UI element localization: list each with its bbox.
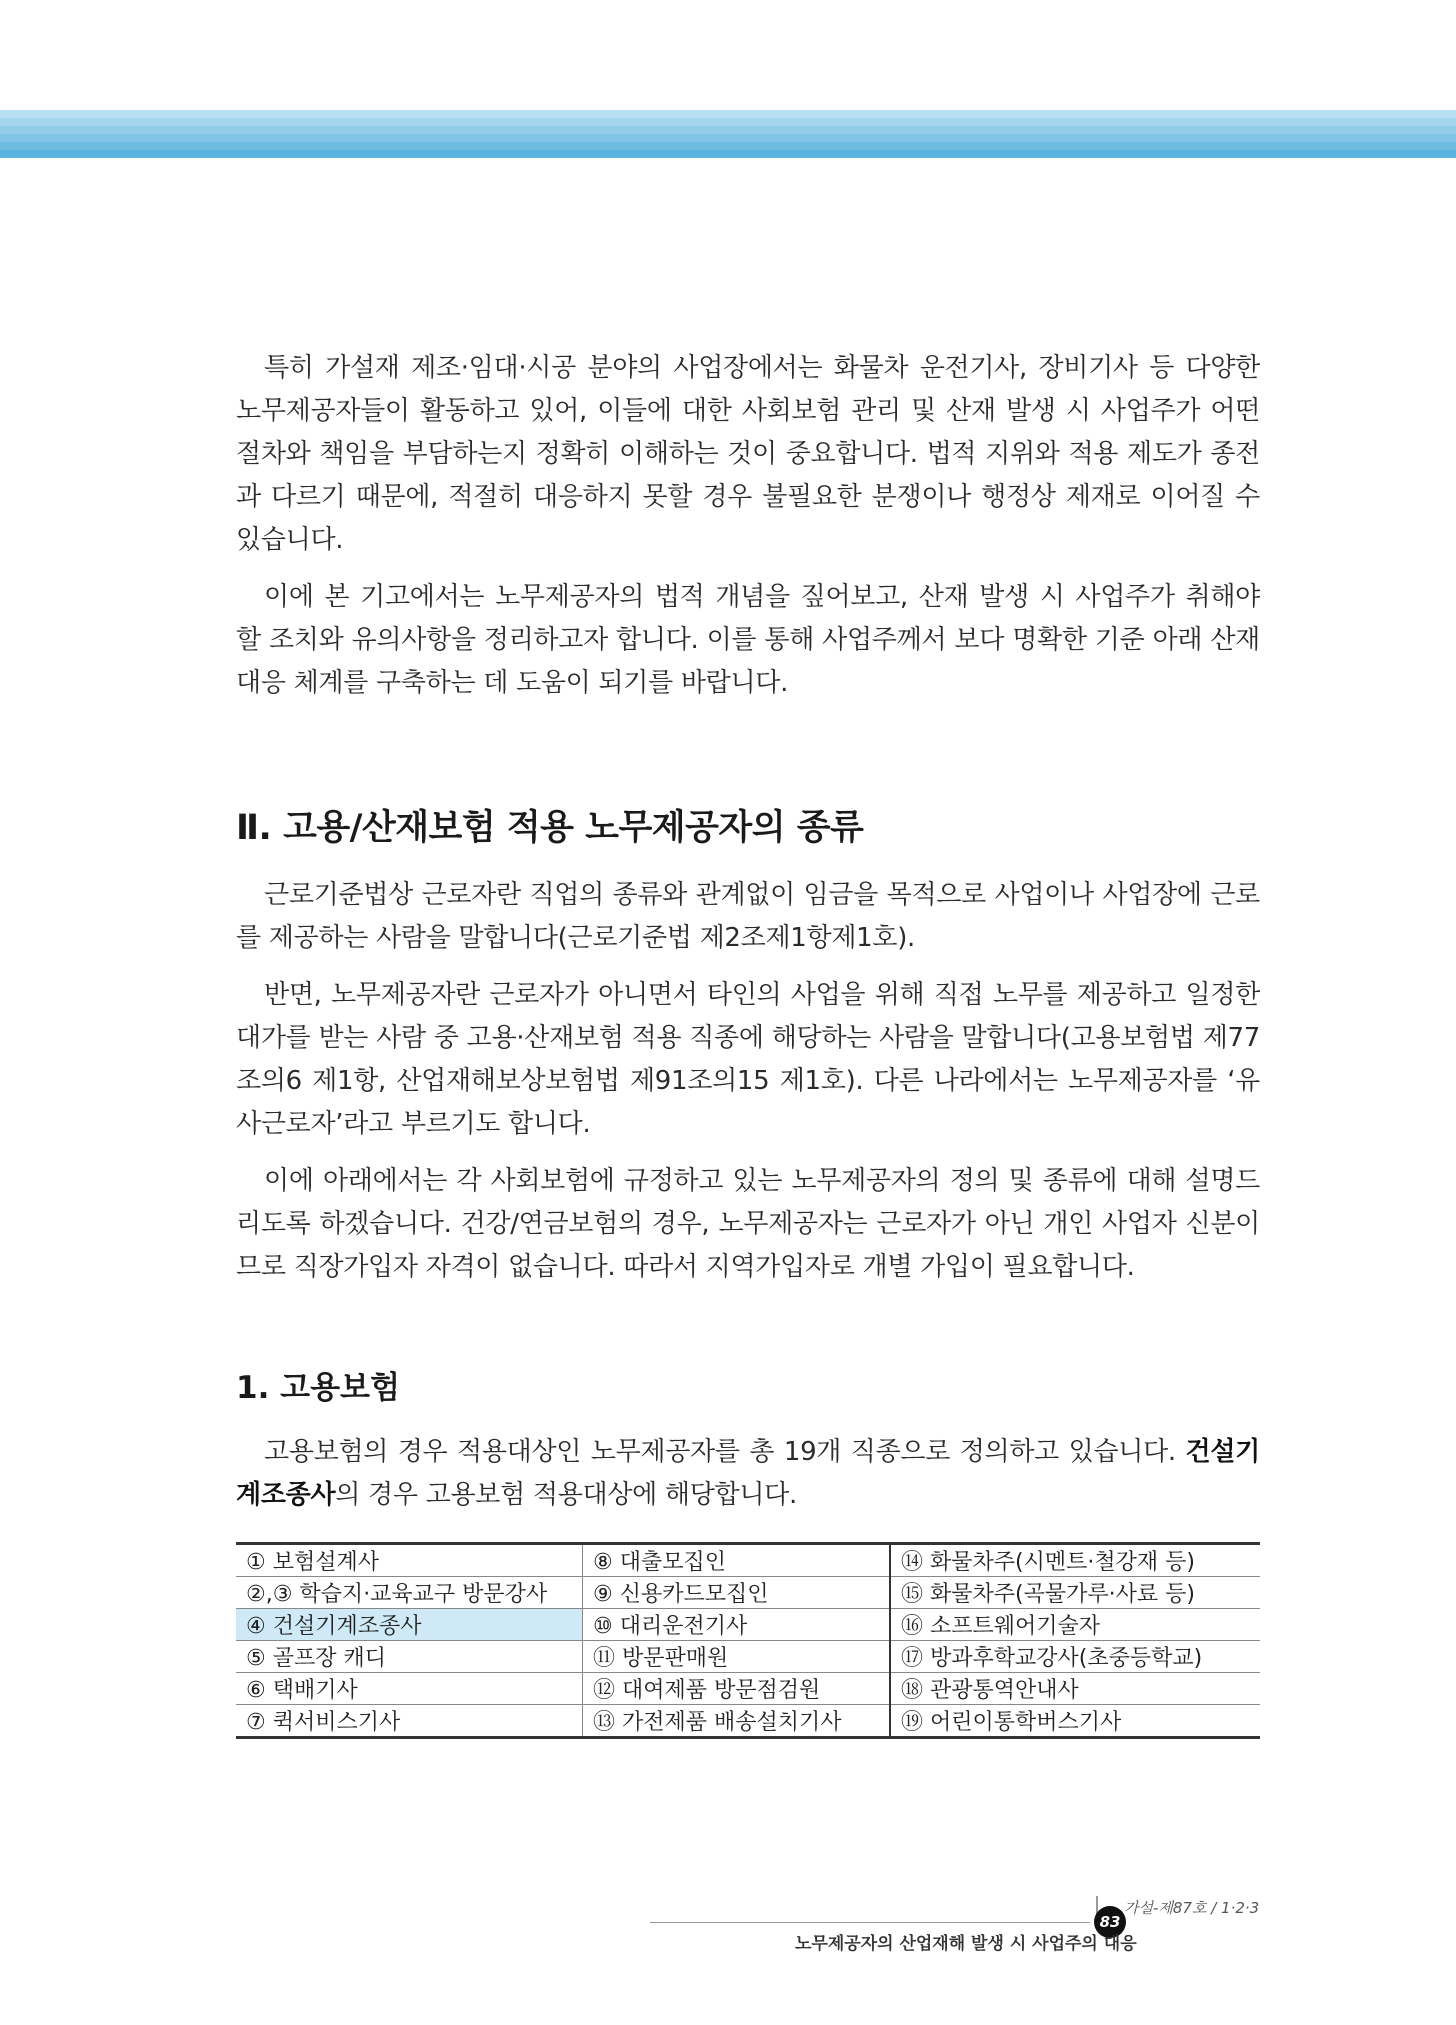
intro-paragraph-2: 이에 본 기고에서는 노무제공자의 법적 개념을 짚어보고, 산재 발생 시 사업주가 취해야 할 조치와 유의사항을 정리하고자 합니다. 이를 통해 사업주께서 보다 명확한 기준 아래 산재 대응 체계를 구축하는 데 도움이 되기를 바랍니다. (236, 582, 1260, 698)
highlighted-term: 건설기계조종사 (236, 1437, 1260, 1510)
footer-article-title: 노무제공자의 산업재해 발생 시 사업주의 대응 (795, 1934, 1137, 1954)
section-heading: Ⅱ. 고용/산재보험 적용 노무제공자의 종류 (236, 808, 864, 848)
table-row (236, 1577, 1260, 1609)
subsection-paragraph (236, 1431, 1260, 1517)
table-cell: ① 보험설계사 (236, 1544, 583, 1577)
table-row (236, 1544, 1260, 1577)
table-cell: ⑬ 가전제품 배송설치기사 (583, 1705, 891, 1738)
table-cell: ⑯ 소프트웨어기술자 (890, 1609, 1260, 1641)
table-cell: ⑧ 대출모집인 (583, 1544, 891, 1577)
section2-paragraph-3: 이에 아래에서는 각 사회보험에 규정하고 있는 노무제공자의 정의 및 종류에 대해 설명드리도록 하겠습니다. 건강/연금보험의 경우, 노무제공자는 근로자가 아닌 개인 사업자 신분이므로 직장가입자 자격이 없습니다. 따라서 지역가입자로 개별 가입이 필요합니다. (236, 1166, 1260, 1282)
band-stripe (0, 118, 1456, 126)
band-stripe (0, 150, 1456, 158)
table-cell: ⑪ 방문판매원 (583, 1641, 891, 1673)
intro-section (236, 347, 1260, 705)
occupation-table-wrapper (236, 1542, 1260, 1739)
occupation-table (236, 1542, 1260, 1739)
paragraph-text: 의 경우 고용보험 적용대상에 해당합니다. (335, 1480, 797, 1510)
section2-paragraph-1: 근로기준법상 근로자란 직업의 종류와 관계없이 임금을 목적으로 사업이나 사업장에 근로를 제공하는 사람을 말합니다(근로기준법 제2조제1항제1호). (236, 880, 1260, 953)
header-color-band (0, 110, 1456, 162)
paragraph-text: 고용보험의 경우 적용대상인 노무제공자를 총 19개 직종으로 정의하고 있습니다. (264, 1437, 1186, 1467)
band-stripe (0, 110, 1456, 118)
table-cell: ⑫ 대여제품 방문점검원 (583, 1673, 891, 1705)
table-cell: ⑱ 관광통역안내사 (890, 1673, 1260, 1705)
table-row (236, 1641, 1260, 1673)
section2-paragraph-2: 반면, 노무제공자란 근로자가 아니면서 타인의 사업을 위해 직접 노무를 제공하고 일정한 대가를 받는 사람 중 고용·산재보험 적용 직종에 해당하는 사람을 말합니다(고용보험법 제77조의6 제1항, 산업재해보상보험법 제91조의15 제1호). 다른 나라에서는 노무제공자를 ‘유사근로자’라고 부르기도 합니다. (236, 980, 1260, 1139)
table-cell: ⑥ 택배기사 (236, 1673, 583, 1705)
table-cell: ⑰ 방과후학교강사(초중등학교) (890, 1641, 1260, 1673)
band-stripe (0, 126, 1456, 134)
occupation-table-body (236, 1544, 1260, 1738)
table-cell: ⑦ 퀵서비스기사 (236, 1705, 583, 1738)
subsection-heading: 1. 고용보험 (236, 1370, 400, 1406)
table-cell: ⑤ 골프장 캐디 (236, 1641, 583, 1673)
table-cell: ⑲ 어린이통학버스기사 (890, 1705, 1260, 1738)
table-cell-highlighted: ④ 건설기계조종사 (236, 1609, 583, 1641)
band-stripe (0, 134, 1456, 142)
band-stripe (0, 142, 1456, 150)
table-cell: ⑨ 신용카드모집인 (583, 1577, 891, 1609)
intro-paragraph-1: 특히 가설재 제조·임대·시공 분야의 사업장에서는 화물차 운전기사, 장비기사 등 다양한 노무제공자들이 활동하고 있어, 이들에 대한 사회보험 관리 및 산재 발생 시 사업주가 어떤 절차와 책임을 부담하는지 정확히 이해하는 것이 중요합니다. 법적 지위와 적용 제도가 종전과 다르기 때문에, 적절히 대응하지 못할 경우 불필요한 분쟁이나 행정상 제재로 이어질 수 있습니다. (236, 353, 1260, 555)
table-cell: ⑭ 화물차주(시멘트·철강재 등) (890, 1544, 1260, 1577)
table-row (236, 1705, 1260, 1738)
subsection-employment-insurance (236, 1362, 1260, 1517)
section-2 (236, 800, 1260, 1289)
table-row (236, 1609, 1260, 1641)
table-row (236, 1673, 1260, 1705)
table-cell: ⑮ 화물차주(곡물가루·사료 등) (890, 1577, 1260, 1609)
footer-issue-label: 가설-제87호 / 1·2·3 (1124, 1899, 1260, 1917)
footer-rule (650, 1922, 1090, 1923)
table-cell: ⑩ 대리운전기사 (583, 1609, 891, 1641)
page-number-badge: 83 (1094, 1906, 1126, 1938)
table-cell: ②,③ 학습지·교육교구 방문강사 (236, 1577, 583, 1609)
